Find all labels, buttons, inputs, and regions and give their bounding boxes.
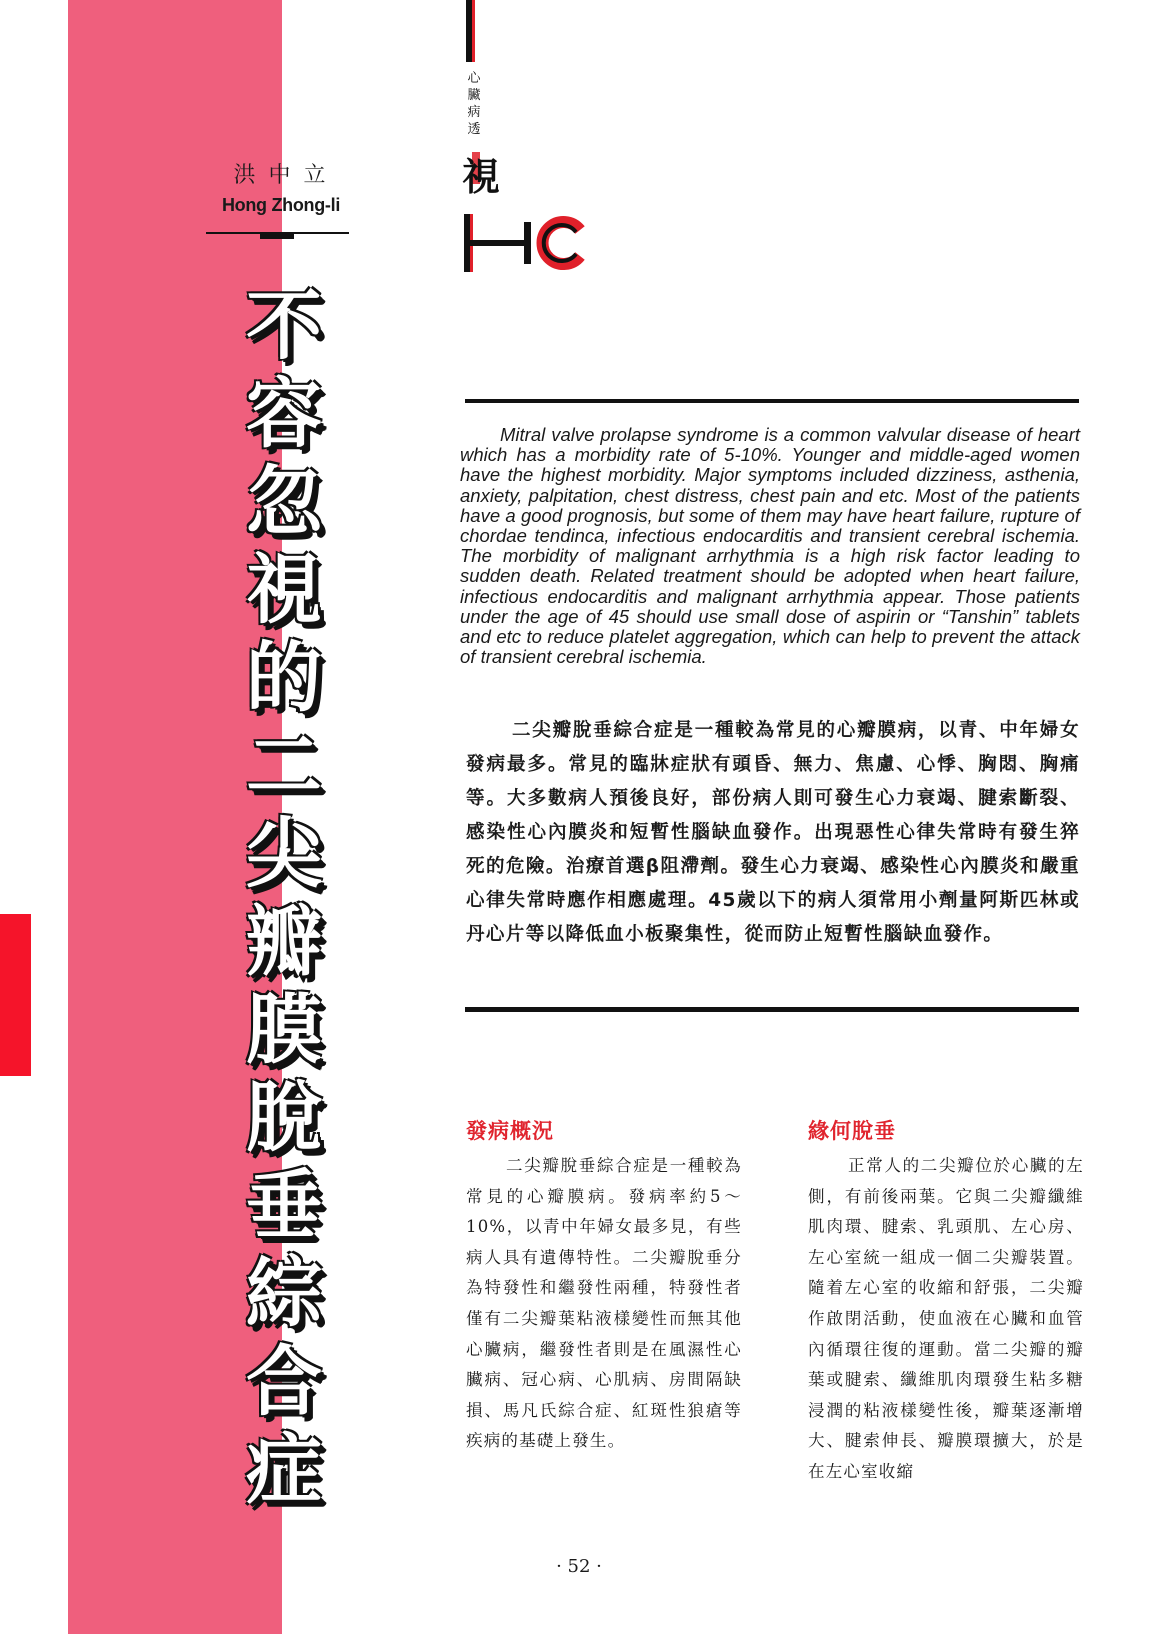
section-divider-top xyxy=(465,399,1079,403)
title-char: 瓣 xyxy=(246,897,322,986)
title-char: 垂 xyxy=(246,1161,322,1250)
section-heading: 發病概況 xyxy=(466,1119,554,1143)
title-char: 忽 xyxy=(246,457,322,546)
title-char: 症 xyxy=(246,1425,322,1514)
abstract-english: Mitral valve prolapse syndrome is a common valvular disease of heart which has a morbidity rate of 5-10%. Younger and middle-aged women have the highest morbidity. Major symptoms included dizziness, asthenia, anxiety, palpitation, chest distress, chest pain and etc. Most of the patients have a good prognosis, but some of them may have heart failure, rupture of chordae tendinca, infectious endocarditis and transient cerebral ischemia. The morbidity of malignant arrhythmia is a high risk factor leading to sudden death. Related treatment should be adopted when heart failure, infectious endocarditis and malignant arrhythmia appear. Those patients under the age of 45 should use small dose of aspirin or “Tanshin” tablets and etc to reduce platelet aggregation, which can help to prevent the attack of transient cerebral ischemia. xyxy=(460,424,1080,668)
title-char: 視 xyxy=(246,545,322,634)
section-body: 二尖瓣脫垂綜合症是一種較為常見的心瓣膜病。發病率約5～10%，以青中年婦女最多見，有些病人具有遺傳特性。二尖瓣脫垂分為特發性和繼發性兩種，特發性者僅有二尖瓣葉粘液樣變性而無其他心臟病，繼發性者則是在風濕性心臟病、冠心病、心肌病、房間隔缺損、馬凡氏綜合症、紅斑性狼瘡等疾病的基礎上發生。 xyxy=(466,1156,742,1451)
hc-logo-icon xyxy=(464,214,586,272)
title-char: 綜 xyxy=(246,1249,322,1338)
author-divider-notch xyxy=(260,233,294,239)
title-char: 的 xyxy=(246,633,322,722)
article-title xyxy=(238,282,330,1514)
decorative-red-tab xyxy=(0,914,31,1076)
title-char: 容 xyxy=(246,369,322,458)
title-char: 尖 xyxy=(246,809,322,898)
title-char: 脫 xyxy=(246,1073,322,1162)
section-divider-middle xyxy=(465,1007,1079,1012)
title-char: 不 xyxy=(246,281,322,370)
column-series-big-char: 視 xyxy=(462,155,501,199)
column-logo-bar-accent xyxy=(472,0,475,62)
abstract-chinese: 二尖瓣脫垂綜合症是一種較為常見的心瓣膜病，以青、中年婦女發病最多。常見的臨牀症狀有頭昏、無力、焦慮、心悸、胸悶、胸痛等。大多數病人預後良好，部份病人則可發生心力衰竭、腱索斷裂、感染性心內膜炎和短暫性腦缺血發作。出現惡性心律失常時有發生猝死的危險。治療首選β阻滯劑。發生心力衰竭、感染性心內膜炎和嚴重心律失常時應作相應處理。45歲以下的病人須常用小劑量阿斯匹林或丹心片等以降低血小板聚集性，從而防止短暫性腦缺血發作。 xyxy=(466,720,1080,945)
section-heading: 緣何脫垂 xyxy=(808,1119,896,1143)
title-char: 合 xyxy=(246,1337,322,1426)
page-number: · 52 · xyxy=(556,1556,602,1577)
title-char: 二 xyxy=(246,721,322,810)
title-char: 膜 xyxy=(246,985,322,1074)
author-name-zh: 洪中立 xyxy=(233,163,339,188)
author-name-en: Hong Zhong-li xyxy=(221,195,341,215)
column-series-name: 心臟病透 xyxy=(467,71,481,137)
section-body: 正常人的二尖瓣位於心臟的左側，有前後兩葉。它與二尖瓣纖維肌肉環、腱索、乳頭肌、左心房、左心室統一組成一個二尖瓣裝置。隨着左心室的收縮和舒張，二尖瓣作啟閉活動，使血液在心臟和血管內循環往復的運動。當二尖瓣的瓣葉或腱索、纖維肌肉環發生粘多糖浸潤的粘液樣變性後，瓣葉逐漸增大、腱索伸長、瓣膜環擴大，於是在左心室收縮 xyxy=(808,1156,1084,1481)
section-cause xyxy=(808,1115,1084,1488)
author-block xyxy=(206,158,356,216)
section-incidence xyxy=(466,1115,742,1457)
